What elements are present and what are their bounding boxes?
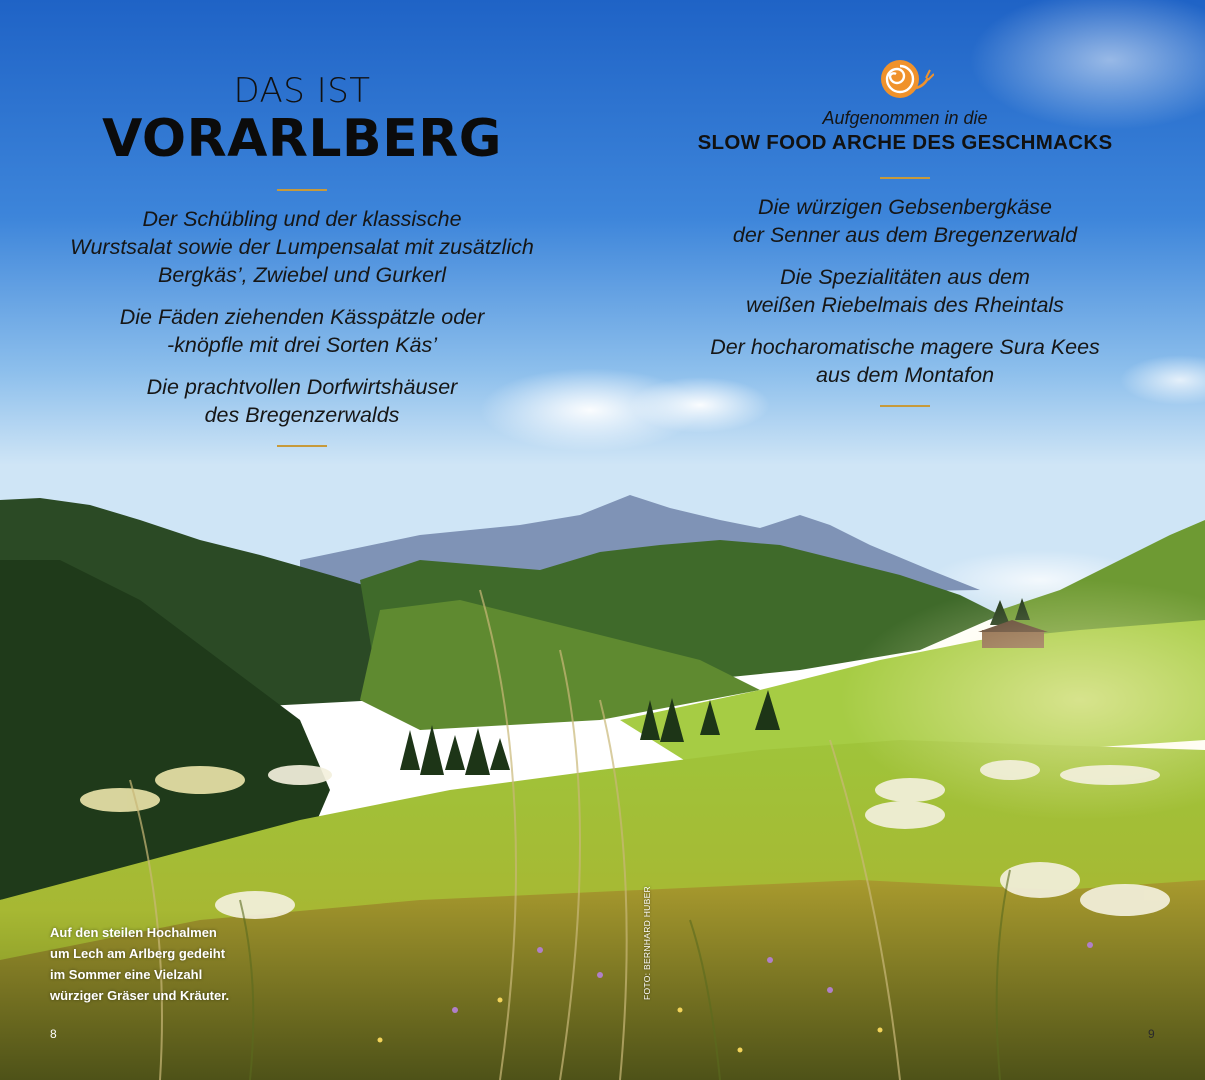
photo-caption: Auf den steilen Hochalmen um Lech am Arlberg gedeiht im Sommer eine Vielzahl würziger Gräser und Kräuter. — [50, 925, 230, 1003]
photo-credit: FOTO: BERNHARD HUBER — [642, 886, 652, 1000]
slow-food-kicker: Aufgenommen in die — [822, 108, 988, 128]
page-number-left: 8 — [50, 1027, 57, 1041]
gold-divider — [880, 177, 930, 179]
page-number-right: 9 — [1148, 1027, 1155, 1041]
list-item: Die würzigen Gebsenbergkäse der Senner aus dem Bregenzerwald — [732, 195, 1078, 247]
gold-divider — [880, 405, 930, 407]
list-item: Der hocharomatische magere Sura Kees aus dem Montafon — [710, 335, 1100, 387]
heading-vorarlberg: VORARLBERG — [102, 109, 502, 169]
list-item: Die Spezialitäten aus dem weißen Riebelmais des Rheintals — [746, 265, 1064, 317]
slow-food-snail-icon — [876, 58, 934, 100]
list-item: Die prachtvollen Dorfwirtshäuser des Bregenzerwalds — [146, 374, 458, 427]
heading-das-ist: DAS IST — [233, 71, 371, 111]
gold-divider — [277, 189, 327, 191]
right-text-block — [655, 58, 1155, 421]
left-text-block — [52, 71, 552, 461]
gold-divider — [277, 445, 327, 447]
slow-food-title: SLOW FOOD ARCHE DES GESCHMACKS — [697, 131, 1113, 154]
list-item: Die Fäden ziehenden Kässpätzle oder -knöpfle mit drei Sorten Käs’ — [119, 304, 485, 357]
list-item: Der Schübling und der klassische Wurstsalat sowie der Lumpensalat mit zusätzlich Bergkäs’, Zwiebel und Gurkerl — [70, 206, 534, 287]
